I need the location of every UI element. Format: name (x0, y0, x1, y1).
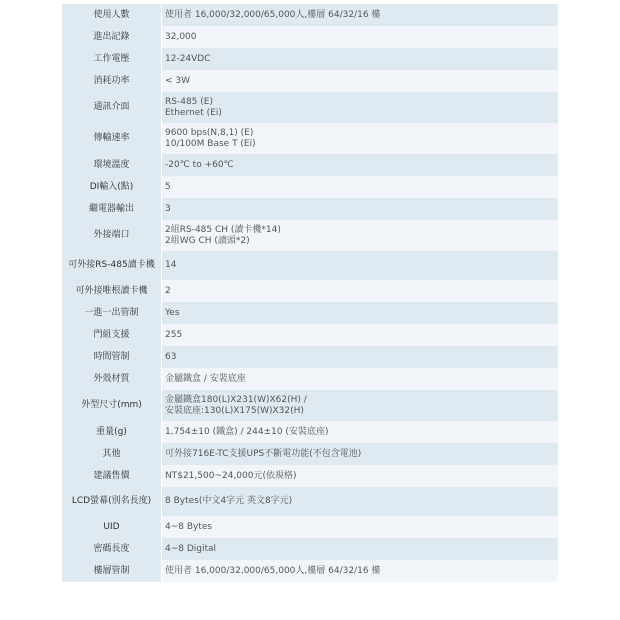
spec-row (62, 70, 558, 92)
spec-row (62, 198, 558, 220)
spec-row (62, 390, 558, 421)
spec-value-line: 4~8 Bytes (165, 521, 213, 532)
spec-label: 進出記錄 (62, 26, 162, 48)
spec-label: 外殼材質 (62, 368, 162, 390)
spec-value (162, 465, 559, 487)
spec-value-line: < 3W (165, 75, 191, 86)
spec-value (162, 220, 559, 251)
spec-value-line: 14 (165, 260, 177, 270)
spec-value-line: 255 (165, 329, 183, 340)
spec-value (162, 421, 559, 443)
spec-value (162, 176, 559, 198)
spec-label: 其他 (62, 443, 162, 465)
spec-value (162, 443, 559, 465)
spec-label: UID (62, 516, 162, 538)
spec-row (62, 324, 558, 346)
spec-label: 工作電壓 (62, 48, 162, 70)
spec-value-line: 安裝底座:130(L)X175(W)X32(H) (165, 405, 304, 416)
spec-value (162, 487, 559, 516)
spec-value-line: NT$21,500~24,000元(依規格) (165, 470, 297, 481)
spec-value-line: 1,754±10 (鐵盒) / 244±10 (安裝底座) (165, 426, 329, 437)
spec-value (162, 26, 559, 48)
spec-value (162, 48, 559, 70)
spec-value (162, 280, 559, 302)
spec-row (62, 176, 558, 198)
spec-value (162, 302, 559, 324)
spec-value-line: 8 Bytes(中文4字元 英文8字元) (165, 496, 293, 506)
spec-label: 環境溫度 (62, 154, 162, 176)
spec-value (162, 368, 559, 390)
spec-label: 使用人數 (62, 4, 162, 26)
spec-value-line: 3 (165, 203, 171, 214)
spec-value-line: 使用者 16,000/32,000/65,000人,樓層 64/32/16 樓 (165, 565, 381, 576)
spec-value-line: 63 (165, 351, 177, 362)
spec-value-line: -20℃ to +60℃ (165, 159, 234, 170)
spec-label: 一進一出管制 (62, 302, 162, 324)
spec-label: 建議售價 (62, 465, 162, 487)
spec-row (62, 465, 558, 487)
spec-label: DI輸入(點) (62, 176, 162, 198)
spec-row (62, 421, 558, 443)
spec-value (162, 516, 559, 538)
spec-row (62, 560, 558, 582)
spec-value-line: 2 (165, 285, 171, 296)
spec-label: LCD螢幕(別名長度) (62, 487, 162, 516)
spec-row (62, 4, 558, 26)
spec-table (62, 4, 558, 582)
spec-row (62, 368, 558, 390)
spec-value-line: 可外接716E-TC支援UPS不斷電功能(不包含電池) (165, 448, 362, 459)
spec-value-line: 10/100M Base T (Ei) (165, 138, 256, 149)
spec-value-line: Ethernet (Ei) (165, 107, 222, 118)
spec-label: 傳輸速率 (62, 123, 162, 154)
spec-label: 重量(g) (62, 421, 162, 443)
spec-label: 外型尺寸(mm) (62, 390, 162, 421)
spec-label: 外接端口 (62, 220, 162, 251)
spec-value (162, 390, 559, 421)
spec-value (162, 123, 559, 154)
spec-row (62, 251, 558, 280)
spec-row (62, 443, 558, 465)
spec-value (162, 251, 559, 280)
spec-value-line: 2組RS-485 CH (讀卡機*14) (165, 224, 281, 235)
spec-row (62, 538, 558, 560)
spec-value-line: Yes (165, 307, 180, 318)
spec-row (62, 280, 558, 302)
spec-value-line: 4~8 Digital (165, 543, 217, 554)
spec-label: 樓層管制 (62, 560, 162, 582)
spec-table-body (62, 4, 558, 582)
spec-value-line: 使用者 16,000/32,000/65,000人,樓層 64/32/16 樓 (165, 9, 381, 20)
spec-row (62, 487, 558, 516)
spec-row (62, 26, 558, 48)
spec-value (162, 92, 559, 123)
spec-row (62, 48, 558, 70)
spec-value-line: 金屬鐵盒180(L)X231(W)X62(H) / (165, 394, 307, 405)
spec-value-line: 金屬鐵盒 / 安裝底座 (165, 373, 246, 384)
spec-row (62, 154, 558, 176)
spec-value-line: 12-24VDC (165, 53, 211, 64)
spec-label: 門組支援 (62, 324, 162, 346)
spec-row (62, 516, 558, 538)
spec-row (62, 123, 558, 154)
spec-value-line: 5 (165, 181, 171, 192)
spec-value (162, 4, 559, 26)
spec-label: 可外接唯根讀卡機 (62, 280, 162, 302)
spec-value-line: 9600 bps(N,8,1) (E) (165, 127, 254, 138)
spec-value (162, 324, 559, 346)
spec-value (162, 198, 559, 220)
spec-value (162, 70, 559, 92)
spec-value-line: RS-485 (E) (165, 96, 213, 107)
spec-label: 密碼長度 (62, 538, 162, 560)
spec-label: 可外接RS-485讀卡機 (62, 251, 162, 280)
spec-label: 時間管制 (62, 346, 162, 368)
spec-row (62, 346, 558, 368)
spec-value (162, 346, 559, 368)
spec-value (162, 560, 559, 582)
spec-row (62, 302, 558, 324)
spec-value-line: 32,000 (165, 31, 197, 42)
spec-value (162, 154, 559, 176)
spec-label: 消耗功率 (62, 70, 162, 92)
spec-label: 通訊介面 (62, 92, 162, 123)
spec-row (62, 92, 558, 123)
spec-row (62, 220, 558, 251)
spec-label: 繼電器輸出 (62, 198, 162, 220)
spec-value (162, 538, 559, 560)
spec-value-line: 2組WG CH (讀頭*2) (165, 235, 250, 246)
